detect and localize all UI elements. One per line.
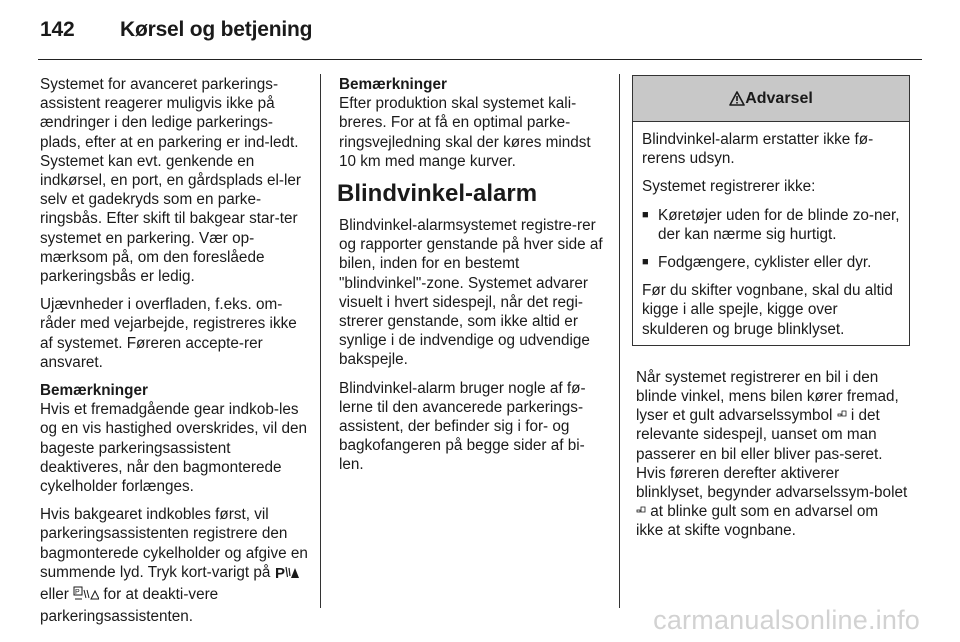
- chapter-title: Kørsel og betjening: [120, 18, 313, 41]
- paragraph-text: i det relevante sidespejl, uanset om man passerer en bil eller bliver pas-seret. Hvis føreren derefter aktiverer blinklyset, begynder advarselssym-bolet: [636, 407, 908, 502]
- column-right: [636, 75, 908, 550]
- column-left: [40, 75, 312, 635]
- list-item-text: Fodgængere, cyklister eller dyr.: [658, 254, 872, 272]
- note-label: Bemærkninger: [339, 76, 447, 93]
- paragraph-text: Hvis bakgearet indkobles først, vil parkeringsassistenten registrere den bagmonterede cykelholder og afgive en summende lyd. Tryk kort-varigt på: [40, 506, 308, 581]
- list-item: [642, 206, 901, 244]
- note-text: Efter produktion skal systemet kali-breres. For at få en optimal parke-ringsvejledning skal der køres mindst 10 km med mange kurver.: [339, 95, 591, 170]
- blind-spot-symbol-icon: [837, 406, 847, 425]
- warning-triangle-icon: [729, 79, 745, 124]
- column-divider-2: [619, 74, 620, 608]
- header-rule: [38, 59, 922, 60]
- warning-header: [633, 76, 909, 122]
- paragraph: Blindvinkel-alarmsystemet registre-rer og rapporter genstande på hver side af bilen, inden for en bestemt "blindvinkel"-zone. Systemet advarer visuelt i hvert sidespejl, når det regi-strerer genstande, som ikke altid er synlige i de indvendige og udvendige bakspejle.: [339, 217, 603, 369]
- svg-text:P: P: [274, 564, 285, 580]
- paragraph-text: for at deakti-vere parkeringsassistenten.: [40, 586, 219, 626]
- bullet-mark: ■: [642, 256, 649, 269]
- column-middle: [339, 75, 605, 484]
- park-assist-off-icon: [73, 586, 99, 607]
- warning-box: [632, 75, 910, 346]
- bullet-mark: ■: [642, 208, 649, 221]
- page-header: [40, 18, 312, 42]
- paragraph: Ujævnheder i overfladen, f.eks. om-råder med vejarbejde, registreres ikke af systemet. Føreren accepte-rer ansvaret.: [40, 296, 297, 371]
- paragraph-text: Når systemet registrerer en bil i den blinde vinkel, mens bilen kører fremad, lyser et gult advarselssymbol: [636, 368, 899, 425]
- page-number: 142: [40, 18, 75, 41]
- list-item: [642, 253, 901, 272]
- paragraph: [636, 368, 908, 541]
- note: [339, 75, 605, 171]
- note: [40, 381, 312, 496]
- paragraph: Systemet for avanceret parkerings-assistent reagerer muligvis ikke på ændringer i den ledige parkerings-plads, efter at en parkering er ind-ledt. Systemet kan evt. genkende en indkørsel, en port, en gårdsplads el-ler selv et gadekryds som en parke-ringsbås. Efter skift til bakgear star-ter systemet en parkering. Vær op-mærksom på, om den foreslåede parkeringsbås er ledig.: [40, 76, 302, 286]
- warning-body: [633, 122, 909, 345]
- warning-title: Advarsel: [745, 90, 813, 107]
- section-heading: Blindvinkel-alarm: [337, 180, 538, 208]
- watermark: carmanualsonline.info: [653, 605, 920, 635]
- blind-spot-symbol-icon: [636, 502, 646, 521]
- column-divider-1: [320, 74, 321, 608]
- warning-text: Blindvinkel-alarm erstatter ikke fø-rerens udsyn.: [642, 131, 874, 168]
- svg-text:P: P: [75, 589, 80, 597]
- warning-text: Før du skifter vognbane, skal du altid kigge i alle spejle, kigge over skulderen og bruge blinklyset.: [642, 282, 893, 338]
- paragraph: [40, 505, 312, 626]
- warning-text: Systemet registrerer ikke:: [642, 178, 816, 196]
- paragraph-text: at blinke gult som en advarsel om ikke at skifte vognbane.: [636, 503, 879, 540]
- list-item-text: Køretøjer uden for de blinde zo-ner, der kan nærme sig hurtigt.: [658, 206, 900, 243]
- note-text: Hvis et fremadgående gear indkob-les og en vis hastighed overskrides, vil den bageste parkeringsassistent deaktiveres, når den bagmonterede cykelholder forlænges.: [40, 401, 307, 496]
- paragraph: Blindvinkel-alarm bruger nogle af fø-lerne til den avancerede parkerings-assistent, der befinder sig i for- og bagkofangeren på begge sider af bi-len.: [339, 379, 586, 474]
- paragraph-text: eller: [40, 586, 69, 604]
- park-assist-button-icon: [275, 564, 299, 585]
- note-label: Bemærkninger: [40, 382, 148, 400]
